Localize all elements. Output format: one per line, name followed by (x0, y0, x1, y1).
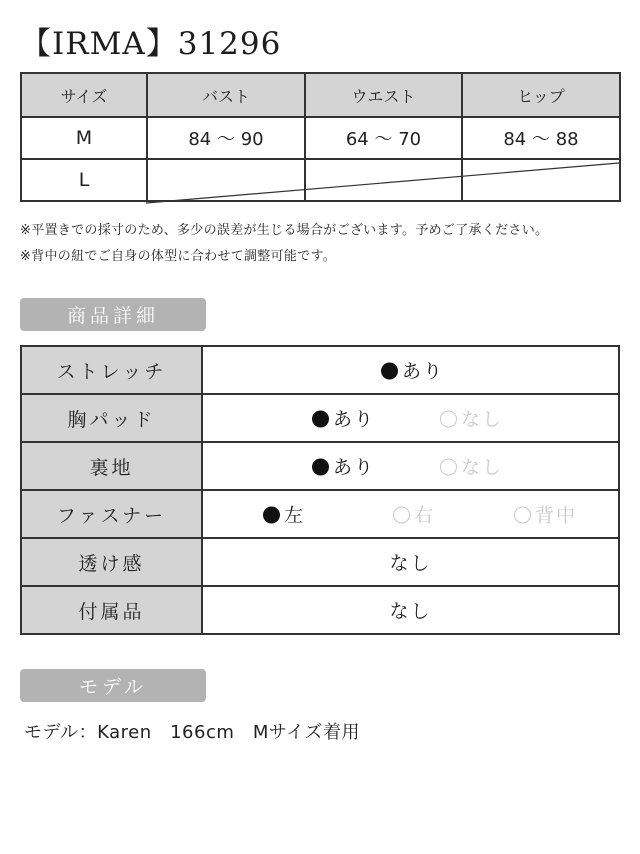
value-text: なし (389, 600, 432, 623)
detail-value (202, 442, 619, 490)
model-info: モデル：Karen 166cm Mサイズ着用 (24, 722, 360, 743)
model-section-label: モデル (20, 669, 206, 702)
header-size: サイズ (21, 73, 147, 117)
product-title: 【IRMA】31296 (20, 26, 282, 62)
option-yes (312, 405, 375, 432)
detail-key: 付属品 (21, 586, 202, 634)
option-label: なし (461, 456, 504, 479)
option-label: なし (461, 408, 504, 431)
filled-circle-icon (381, 363, 398, 380)
size-row-m (21, 117, 620, 159)
hip-value (462, 159, 620, 201)
size-label: M (21, 117, 147, 159)
detail-key: 胸パッド (21, 394, 202, 442)
size-table (20, 72, 621, 202)
size-label: L (21, 159, 147, 201)
option-label: 左 (284, 504, 306, 527)
option-right (393, 501, 435, 528)
option-label: あり (402, 360, 445, 383)
measurement-note: ※平置きでの採寸のため、多少の誤差が生じる場合がございます。予めご了承ください。 (20, 223, 549, 238)
detail-row-sheerness (21, 538, 619, 586)
detail-key: ストレッチ (21, 346, 202, 394)
option-no (440, 453, 503, 480)
bust-value: 84 ～ 90 (147, 117, 305, 159)
detail-row-bust-pad (21, 394, 619, 442)
option-label: 背中 (535, 504, 578, 527)
detail-value (202, 490, 619, 538)
detail-key: ファスナー (21, 490, 202, 538)
size-table-header (21, 73, 620, 117)
detail-row-zipper (21, 490, 619, 538)
detail-value (202, 346, 619, 394)
detail-value (202, 538, 619, 586)
option-label: あり (333, 408, 376, 431)
empty-circle-icon (440, 411, 457, 428)
detail-row-stretch (21, 346, 619, 394)
value-text: なし (389, 552, 432, 575)
detail-value (202, 394, 619, 442)
waist-value (305, 159, 462, 201)
option-no (440, 405, 503, 432)
header-waist: ウエスト (305, 73, 462, 117)
empty-circle-icon (514, 507, 531, 524)
option-yes (381, 357, 444, 384)
filled-circle-icon (312, 459, 329, 476)
option-label: 右 (414, 504, 436, 527)
detail-key: 裏地 (21, 442, 202, 490)
hip-value: 84 ～ 88 (462, 117, 620, 159)
header-hip: ヒップ (462, 73, 620, 117)
detail-row-lining (21, 442, 619, 490)
details-table (20, 345, 620, 635)
empty-circle-icon (393, 507, 410, 524)
empty-circle-icon (440, 459, 457, 476)
adjustment-note: ※背中の紐でご自身の体型に合わせて調整可能です。 (20, 249, 337, 264)
details-section-label: 商品詳細 (20, 298, 206, 331)
filled-circle-icon (312, 411, 329, 428)
header-bust: バスト (147, 73, 305, 117)
filled-circle-icon (263, 507, 280, 524)
option-left (263, 501, 305, 528)
size-row-l (21, 159, 620, 201)
bust-value (147, 159, 305, 201)
option-label: あり (333, 456, 376, 479)
detail-key: 透け感 (21, 538, 202, 586)
waist-value: 64 ～ 70 (305, 117, 462, 159)
option-back (514, 501, 577, 528)
detail-row-accessories (21, 586, 619, 634)
option-yes (312, 453, 375, 480)
detail-value (202, 586, 619, 634)
